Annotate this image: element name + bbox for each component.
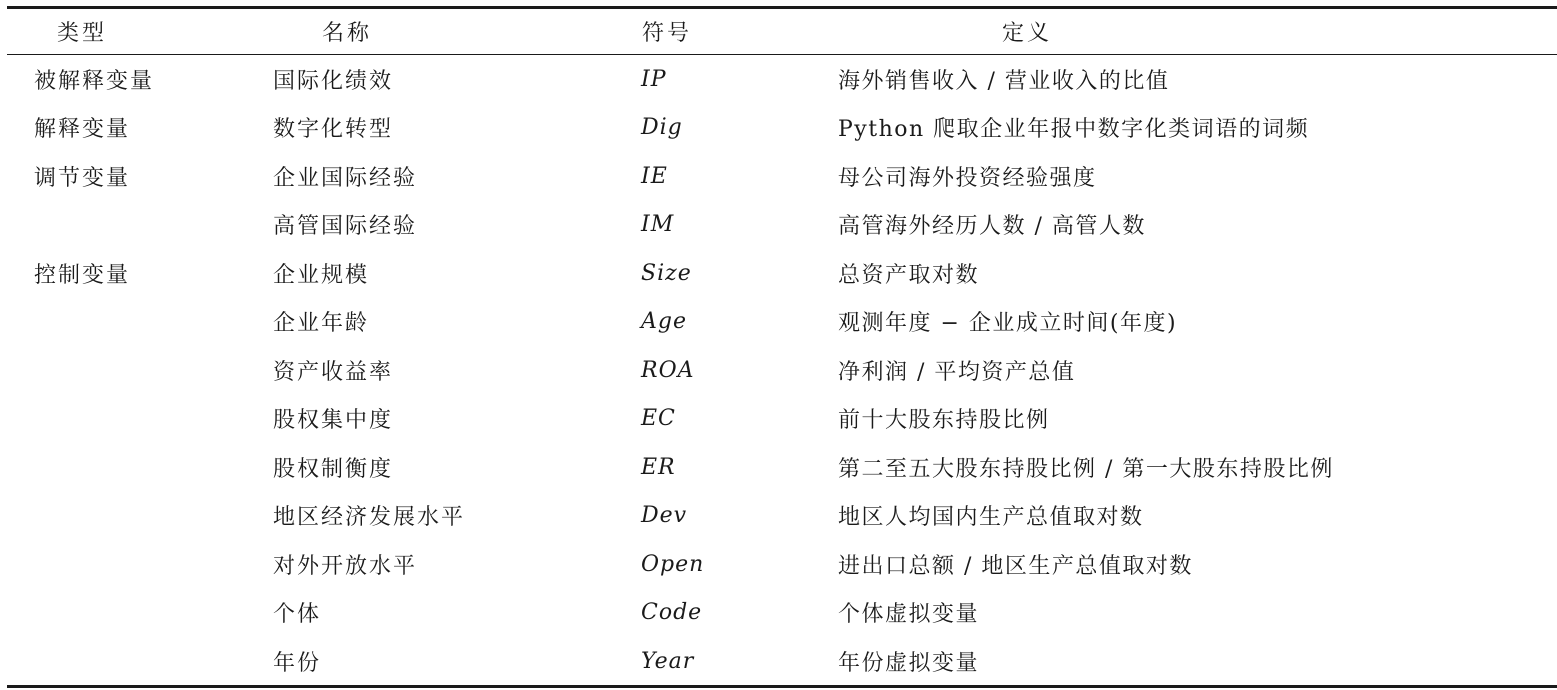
cell-definition: 地区人均国内生产总值取对数 bbox=[838, 505, 1144, 531]
table-row bbox=[7, 395, 1557, 444]
table-header-row bbox=[7, 9, 1557, 54]
header-symbol: 符号 bbox=[641, 21, 692, 46]
table-bottom-rule bbox=[7, 685, 1557, 688]
cell-definition: 第二至五大股东持股比例 / 第一大股东持股比例 bbox=[838, 456, 1334, 482]
cell-type: 被解释变量 bbox=[34, 68, 155, 94]
table-row bbox=[7, 637, 1557, 686]
cell-symbol: Dig bbox=[641, 115, 683, 141]
table-row bbox=[7, 298, 1557, 347]
cell-definition: 年份虚拟变量 bbox=[838, 650, 980, 676]
cell-type bbox=[34, 492, 254, 541]
cell-type bbox=[34, 346, 254, 395]
header-type: 类型 bbox=[56, 21, 107, 46]
cell-definition: 母公司海外投资经验强度 bbox=[838, 165, 1097, 191]
cell-type bbox=[34, 395, 254, 444]
table-row bbox=[7, 104, 1557, 153]
cell-symbol: ER bbox=[641, 454, 676, 480]
table-row bbox=[7, 152, 1557, 201]
table-row bbox=[7, 346, 1557, 395]
cell-symbol: IM bbox=[641, 212, 675, 238]
cell-name: 股权制衡度 bbox=[273, 456, 394, 482]
cell-definition: 高管海外经历人数 / 高管人数 bbox=[838, 214, 1146, 240]
cell-definition: 个体虚拟变量 bbox=[838, 602, 980, 628]
cell-name: 地区经济发展水平 bbox=[273, 505, 466, 531]
table-row bbox=[7, 55, 1557, 104]
cell-type: 解释变量 bbox=[34, 117, 131, 143]
cell-type bbox=[34, 201, 254, 250]
cell-symbol: EC bbox=[641, 406, 676, 432]
cell-type: 调节变量 bbox=[34, 165, 131, 191]
cell-name: 数字化转型 bbox=[273, 117, 394, 143]
header-definition: 定义 bbox=[1001, 21, 1052, 46]
table-row bbox=[7, 443, 1557, 492]
cell-symbol: Dev bbox=[641, 503, 688, 529]
cell-symbol: Age bbox=[641, 309, 687, 335]
cell-name: 股权集中度 bbox=[273, 408, 394, 434]
cell-name: 个体 bbox=[273, 602, 322, 628]
cell-name: 对外开放水平 bbox=[273, 553, 418, 579]
cell-definition: 海外销售收入 / 营业收入的比值 bbox=[838, 68, 1170, 94]
table-row bbox=[7, 540, 1557, 589]
cell-type bbox=[34, 540, 254, 589]
cell-name: 企业规模 bbox=[273, 262, 370, 288]
cell-name: 企业国际经验 bbox=[273, 165, 418, 191]
table-body bbox=[7, 55, 1557, 685]
cell-symbol: Size bbox=[641, 260, 692, 286]
cell-type bbox=[34, 443, 254, 492]
cell-name: 高管国际经验 bbox=[273, 214, 418, 240]
cell-name: 年份 bbox=[273, 650, 322, 676]
cell-name: 资产收益率 bbox=[273, 359, 394, 385]
cell-definition: 前十大股东持股比例 bbox=[838, 408, 1050, 434]
variable-definition-table bbox=[7, 6, 1557, 690]
cell-name: 国际化绩效 bbox=[273, 68, 394, 94]
header-name: 名称 bbox=[321, 21, 372, 46]
cell-type bbox=[34, 637, 254, 686]
cell-symbol: IP bbox=[641, 66, 667, 92]
cell-definition: Python 爬取企业年报中数字化类词语的词频 bbox=[838, 117, 1310, 143]
cell-type bbox=[34, 589, 254, 638]
table-row bbox=[7, 249, 1557, 298]
cell-symbol: ROA bbox=[641, 357, 695, 383]
cell-symbol: IE bbox=[641, 163, 668, 189]
cell-definition: 净利润 / 平均资产总值 bbox=[838, 359, 1076, 385]
cell-definition: 总资产取对数 bbox=[838, 262, 980, 288]
table-row bbox=[7, 201, 1557, 250]
cell-name: 企业年龄 bbox=[273, 311, 370, 337]
cell-type bbox=[34, 298, 254, 347]
cell-definition: 观测年度 − 企业成立时间(年度) bbox=[838, 311, 1178, 337]
cell-type: 控制变量 bbox=[34, 262, 131, 288]
table-row bbox=[7, 589, 1557, 638]
cell-symbol: Code bbox=[641, 600, 703, 626]
cell-symbol: Year bbox=[641, 648, 695, 674]
cell-symbol: Open bbox=[641, 551, 705, 577]
cell-definition: 进出口总额 / 地区生产总值取对数 bbox=[838, 553, 1193, 579]
table-row bbox=[7, 492, 1557, 541]
